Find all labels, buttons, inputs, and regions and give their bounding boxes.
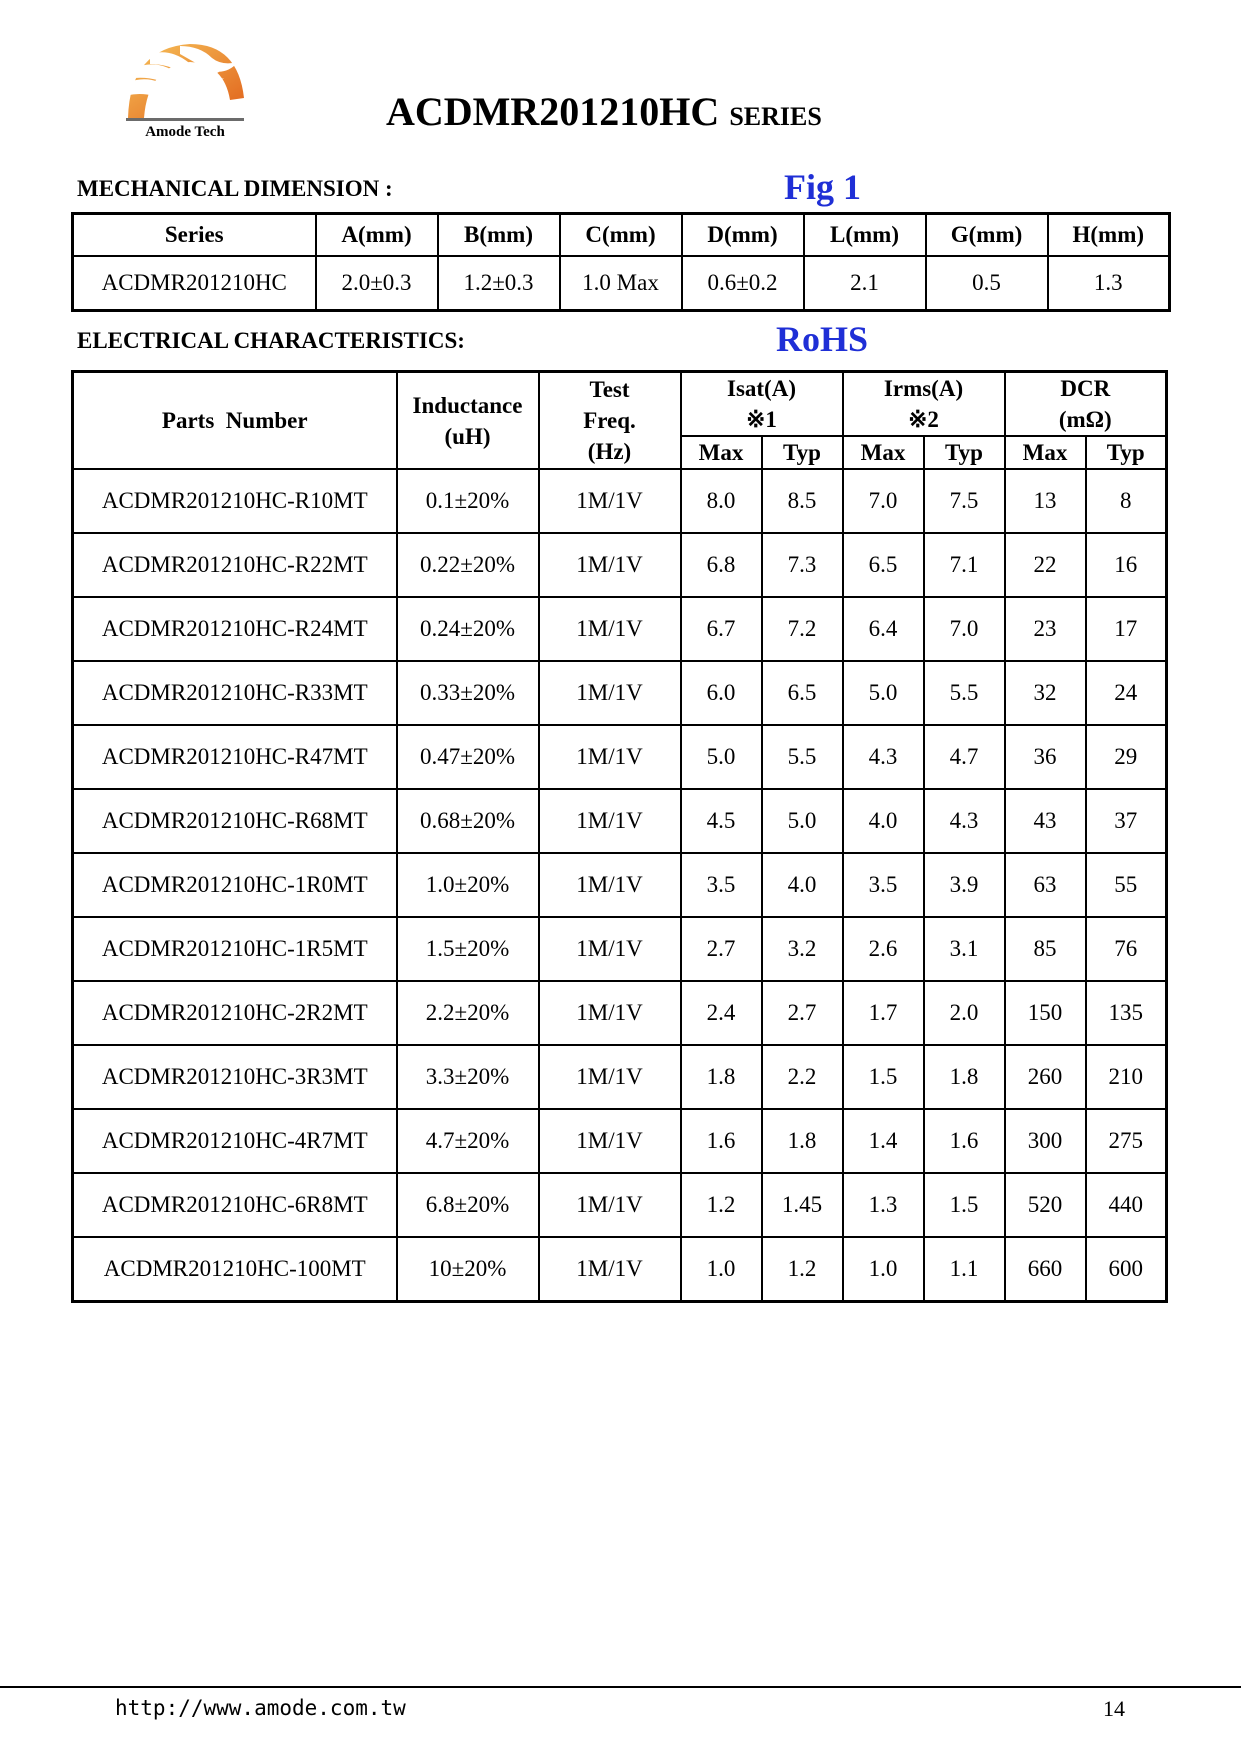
table-cell: 63 — [1005, 853, 1086, 917]
table-cell: 1.3 — [843, 1173, 924, 1237]
electrical-table-body — [73, 469, 1167, 1302]
column-header: H(mm) — [1048, 214, 1170, 257]
table-cell: 1.7 — [843, 981, 924, 1045]
table-cell: 5.0 — [762, 789, 843, 853]
header-text: Test — [589, 377, 630, 402]
column-header: L(mm) — [804, 214, 926, 257]
table-cell: 1M/1V — [539, 917, 681, 981]
table-cell: 6.8 — [681, 533, 762, 597]
table-cell: 3.5 — [681, 853, 762, 917]
table-cell: 7.1 — [924, 533, 1005, 597]
table-cell: 6.5 — [762, 661, 843, 725]
column-header: G(mm) — [926, 214, 1048, 257]
column-header: D(mm) — [682, 214, 804, 257]
table-cell: 6.0 — [681, 661, 762, 725]
header-text: ※2 — [908, 407, 939, 432]
table-cell: 7.2 — [762, 597, 843, 661]
table-cell: 1M/1V — [539, 1045, 681, 1109]
table-cell: 6.5 — [843, 533, 924, 597]
table-cell: 43 — [1005, 789, 1086, 853]
table-cell: ACDMR201210HC-2R2MT — [73, 981, 397, 1045]
table-cell: ACDMR201210HC-R24MT — [73, 597, 397, 661]
table-cell: 3.9 — [924, 853, 1005, 917]
table-cell: 1.0±20% — [397, 853, 539, 917]
table-cell: 2.6 — [843, 917, 924, 981]
table-cell: 4.0 — [762, 853, 843, 917]
table-cell: 1.5 — [843, 1045, 924, 1109]
table-cell: 0.6±0.2 — [682, 256, 804, 311]
table-cell: 260 — [1005, 1045, 1086, 1109]
table-cell: 1.5±20% — [397, 917, 539, 981]
table-row — [73, 853, 1167, 917]
table-cell: 3.3±20% — [397, 1045, 539, 1109]
table-row — [73, 469, 1167, 533]
table-cell: 1M/1V — [539, 981, 681, 1045]
table-cell: 4.0 — [843, 789, 924, 853]
table-cell: 1.8 — [924, 1045, 1005, 1109]
subheader-typ: Typ — [1086, 436, 1167, 469]
table-cell: 2.4 — [681, 981, 762, 1045]
table-cell: ACDMR201210HC-6R8MT — [73, 1173, 397, 1237]
table-cell: 275 — [1086, 1109, 1167, 1173]
table-cell: ACDMR201210HC-100MT — [73, 1237, 397, 1302]
table-cell: 6.7 — [681, 597, 762, 661]
table-row — [73, 725, 1167, 789]
table-cell: 1M/1V — [539, 533, 681, 597]
table-cell: 6.8±20% — [397, 1173, 539, 1237]
column-header: A(mm) — [316, 214, 438, 257]
table-row — [73, 917, 1167, 981]
rohs-label: RoHS — [776, 319, 869, 359]
electrical-characteristics-label: ELECTRICAL CHARACTERISTICS: — [77, 328, 465, 353]
table-cell: ACDMR201210HC-3R3MT — [73, 1045, 397, 1109]
subheader-max: Max — [681, 436, 762, 469]
table-cell: 7.5 — [924, 469, 1005, 533]
table-cell: 8.0 — [681, 469, 762, 533]
table-cell: ACDMR201210HC-R68MT — [73, 789, 397, 853]
table-cell: 440 — [1086, 1173, 1167, 1237]
table-cell: ACDMR201210HC-1R0MT — [73, 853, 397, 917]
table-cell: 5.5 — [924, 661, 1005, 725]
table-cell: 520 — [1005, 1173, 1086, 1237]
table-cell: 24 — [1086, 661, 1167, 725]
table-cell: 37 — [1086, 789, 1167, 853]
table-row — [73, 1237, 1167, 1302]
table-cell: 1M/1V — [539, 725, 681, 789]
company-logo — [120, 38, 260, 144]
header-text: (Hz) — [587, 439, 632, 464]
table-cell: 2.0 — [924, 981, 1005, 1045]
page-number: 14 — [1103, 1696, 1125, 1721]
logo-text: Amode Tech — [145, 124, 225, 140]
table-cell: 0.22±20% — [397, 533, 539, 597]
table-header-row — [73, 372, 1167, 437]
table-cell: 1.3 — [1048, 256, 1170, 311]
table-header-row — [73, 214, 1170, 257]
table-cell: 1M/1V — [539, 853, 681, 917]
mechanical-dimension-table — [71, 212, 1171, 312]
table-cell: 85 — [1005, 917, 1086, 981]
header-text: Parts Number — [161, 408, 308, 433]
table-cell: 17 — [1086, 597, 1167, 661]
table-cell: 0.24±20% — [397, 597, 539, 661]
column-header-irms — [843, 372, 1005, 437]
header-text: (uH) — [444, 423, 491, 449]
table-cell: 5.0 — [843, 661, 924, 725]
table-cell: 76 — [1086, 917, 1167, 981]
table-cell: 0.68±20% — [397, 789, 539, 853]
table-cell: 2.2 — [762, 1045, 843, 1109]
column-header-dcr — [1005, 372, 1167, 437]
table-cell: 2.1 — [804, 256, 926, 311]
table-cell: 4.5 — [681, 789, 762, 853]
table-cell: 4.3 — [924, 789, 1005, 853]
table-cell: 1.6 — [924, 1109, 1005, 1173]
title-main: ACDMR201210HC — [386, 89, 720, 134]
column-header-part-number — [73, 372, 397, 470]
table-cell: 32 — [1005, 661, 1086, 725]
table-row — [73, 1109, 1167, 1173]
column-header: Series — [73, 214, 316, 257]
header-text: ※1 — [746, 407, 777, 432]
table-cell: 2.0±0.3 — [316, 256, 438, 311]
table-cell: 1.2 — [681, 1173, 762, 1237]
table-cell: 1.5 — [924, 1173, 1005, 1237]
table-cell: 13 — [1005, 469, 1086, 533]
table-cell: 210 — [1086, 1045, 1167, 1109]
fig-label: Fig 1 — [784, 167, 861, 207]
table-cell: 55 — [1086, 853, 1167, 917]
table-cell: 29 — [1086, 725, 1167, 789]
table-cell: 1M/1V — [539, 1109, 681, 1173]
table-cell: 2.2±20% — [397, 981, 539, 1045]
table-cell: 1.2±0.3 — [438, 256, 560, 311]
table-row — [73, 661, 1167, 725]
table-cell: 1.0 — [843, 1237, 924, 1302]
table-cell: 1.45 — [762, 1173, 843, 1237]
table-cell: ACDMR201210HC-R22MT — [73, 533, 397, 597]
table-cell: 5.0 — [681, 725, 762, 789]
table-cell: 1M/1V — [539, 1237, 681, 1302]
title-suffix: SERIES — [729, 102, 822, 131]
table-cell: 1.8 — [681, 1045, 762, 1109]
column-header-inductance — [397, 372, 539, 470]
table-cell: 1.4 — [843, 1109, 924, 1173]
column-header: B(mm) — [438, 214, 560, 257]
table-cell: 1.2 — [762, 1237, 843, 1302]
subheader-max: Max — [843, 436, 924, 469]
table-row — [73, 533, 1167, 597]
table-row — [73, 789, 1167, 853]
footer-divider — [0, 1686, 1241, 1688]
table-cell: 3.5 — [843, 853, 924, 917]
table-cell: 1.1 — [924, 1237, 1005, 1302]
table-cell: 1M/1V — [539, 1173, 681, 1237]
table-cell: 0.47±20% — [397, 725, 539, 789]
table-cell: 660 — [1005, 1237, 1086, 1302]
header-text: DCR — [1060, 376, 1111, 401]
column-header-test-freq — [539, 372, 681, 470]
table-cell: 300 — [1005, 1109, 1086, 1173]
header-text: (mΩ) — [1058, 407, 1112, 432]
table-cell: ACDMR201210HC-R10MT — [73, 469, 397, 533]
table-cell: 7.3 — [762, 533, 843, 597]
table-cell: 16 — [1086, 533, 1167, 597]
table-cell: 36 — [1005, 725, 1086, 789]
table-cell: 1.0 — [681, 1237, 762, 1302]
page-title — [386, 88, 822, 141]
table-cell: 2.7 — [681, 917, 762, 981]
table-cell: 4.7±20% — [397, 1109, 539, 1173]
table-row — [73, 256, 1170, 311]
header-text: Irms(A) — [883, 376, 964, 401]
logo-swoosh-icon — [120, 38, 250, 126]
table-cell: 4.7 — [924, 725, 1005, 789]
footer-url: http://www.amode.com.tw — [115, 1696, 406, 1720]
table-cell: 7.0 — [843, 469, 924, 533]
table-cell: 0.5 — [926, 256, 1048, 311]
table-cell: 3.2 — [762, 917, 843, 981]
table-cell: 8 — [1086, 469, 1167, 533]
table-cell: 1M/1V — [539, 661, 681, 725]
table-cell: ACDMR201210HC-4R7MT — [73, 1109, 397, 1173]
table-cell: ACDMR201210HC-R47MT — [73, 725, 397, 789]
table-row — [73, 981, 1167, 1045]
mechanical-dimension-label: MECHANICAL DIMENSION : — [77, 176, 393, 201]
electrical-characteristics-table — [71, 370, 1168, 1303]
table-cell: 150 — [1005, 981, 1086, 1045]
column-header-isat — [681, 372, 843, 437]
table-cell: 600 — [1086, 1237, 1167, 1302]
table-row — [73, 1173, 1167, 1237]
table-cell: ACDMR201210HC-R33MT — [73, 661, 397, 725]
table-cell: 7.0 — [924, 597, 1005, 661]
table-cell: 5.5 — [762, 725, 843, 789]
subheader-max: Max — [1005, 436, 1086, 469]
table-cell: 4.3 — [843, 725, 924, 789]
table-cell: 2.7 — [762, 981, 843, 1045]
header-text: Freq. — [583, 408, 636, 433]
table-cell: ACDMR201210HC — [73, 256, 316, 311]
table-cell: 1M/1V — [539, 469, 681, 533]
table-cell: 8.5 — [762, 469, 843, 533]
table-cell: 0.1±20% — [397, 469, 539, 533]
subheader-typ: Typ — [924, 436, 1005, 469]
table-cell: 3.1 — [924, 917, 1005, 981]
table-cell: 23 — [1005, 597, 1086, 661]
table-row — [73, 597, 1167, 661]
table-cell: 1.8 — [762, 1109, 843, 1173]
table-cell: 0.33±20% — [397, 661, 539, 725]
table-cell: 1M/1V — [539, 789, 681, 853]
table-cell: 22 — [1005, 533, 1086, 597]
subheader-typ: Typ — [762, 436, 843, 469]
table-cell: 135 — [1086, 981, 1167, 1045]
table-cell: 1.0 Max — [560, 256, 682, 311]
table-cell: 1M/1V — [539, 597, 681, 661]
header-text: Isat(A) — [727, 376, 796, 401]
table-cell: 10±20% — [397, 1237, 539, 1302]
column-header: C(mm) — [560, 214, 682, 257]
table-row — [73, 1045, 1167, 1109]
header-text: Inductance — [412, 392, 523, 418]
table-cell: ACDMR201210HC-1R5MT — [73, 917, 397, 981]
table-cell: 1.6 — [681, 1109, 762, 1173]
table-cell: 6.4 — [843, 597, 924, 661]
